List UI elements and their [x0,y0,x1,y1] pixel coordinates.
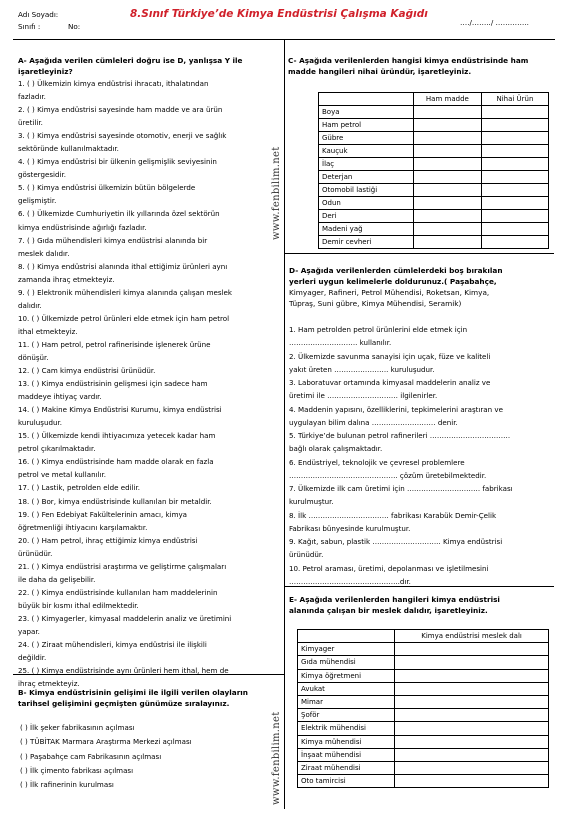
profession-table [297,629,549,788]
statement-line: ile daha da gelişebilir. [18,574,96,584]
statement-line: kuruluşudur. [18,418,62,428]
row-label: Otomobil lastiği [319,184,414,197]
section-d-title-line: yerleri uygun kelimelerle doldurunuz.( Paşabahçe, [289,277,497,286]
event-item: ( ) TÜBİTAK Marmara Araştırma Merkezi açılması [20,737,192,747]
statement-line: 10. ( ) Ülkemizde petrol ürünleri elde etmek için ham petrol [18,313,230,323]
statement-line: maddeye ihtiyaç vardır. [18,392,102,402]
statement-line: 4. ( ) Kimya endüstrisi bir ülkenin gelişmişlik seviyesinin [18,157,217,167]
table-row [298,761,549,774]
statement-line: kimya endüstrisinde ağırlığı fazladır. [18,222,147,232]
sentence-line: 1. Ham petrolden petrol ürünlerini elde etmek için [289,325,468,334]
section-a-title-line: işaretleyiniz? [18,67,73,76]
answer-cell[interactable] [395,709,549,722]
section-a [18,55,280,690]
table-row [298,709,549,722]
answer-cell[interactable] [395,735,549,748]
answer-cell[interactable] [413,197,481,210]
answer-cell[interactable] [481,184,548,197]
row-label: Demir cevheri [319,236,414,249]
sentence-line: 6. Endüstriyel, teknolojik ve çevresel problemlere [289,457,465,467]
answer-cell[interactable] [413,158,481,171]
page-title: 8.Sınıf Türkiye’de Kimya Endüstrisi Çalışma Kağıdı [130,8,428,20]
statement-line: 19. ( ) Fen Edebiyat Fakültelerinin amacı, kimya [18,509,188,519]
statement-line: petrol çıkarılmaktadır. [18,444,96,454]
section-b-title-line: tarihsel gelişimini geçmişten günümüze sıralayınız. [18,699,230,708]
statement-line: 17. ( ) Lastik, petrolden elde edilir. [18,483,141,493]
statement-line: ithal etmekteyiz. [18,326,78,336]
statement-line: 14. ( ) Makine Kimya Endüstrisi Kurumu, kimya endüstrisi [18,405,222,415]
no-label: No: [68,22,81,31]
statement-line: 22. ( ) Kimya endüstrisinde kullanılan ham maddelerinin [18,587,218,597]
answer-cell[interactable] [481,145,548,158]
sentence-line: 4. Maddenin yapısını, özelliklerini, tepkimelerini araştıran ve [289,404,503,414]
table-row [319,197,549,210]
section-e [289,594,551,616]
answer-cell[interactable] [481,171,548,184]
column-divider [284,39,285,809]
statement-line: 18. ( ) Bor, kimya endüstrisinde kullanılan bir metaldir. [18,496,212,506]
name-label: Adı Soyadı: [18,10,59,19]
statement-line: 8. ( ) Kimya endüstrisi alanında ithal ettiğimiz ürünleri aynı [18,261,228,271]
section-d-title-line: Kimyager, Rafineri, Petrol Mühendisi, Roketsan, Kimya, [289,288,490,297]
answer-cell[interactable] [413,106,481,119]
row-label: Kimya mühendisi [298,735,395,748]
statement-line: sektöründe kullanılmaktadır. [18,144,119,154]
table-row [319,223,549,236]
section-c-title-line: C- Aşağıda verilenlerden hangisi kimya endüstrisinde ham [288,56,529,65]
answer-cell[interactable] [413,119,481,132]
answer-cell[interactable] [413,184,481,197]
statement-line: 13. ( ) Kimya endüstrisinin gelişmesi için sadece ham [18,379,208,389]
statement-line: 15. ( ) Ülkemizde kendi ihtiyacımıza yetecek kadar ham [18,431,216,441]
table-row [298,775,549,788]
statement-line: 25. ( ) Kimya endüstrisinde aynı ürünleri hem ithal, hem de [18,666,229,676]
sentence-line: 3. Laboratuvar ortamında kimyasal maddelerin analiz ve [289,378,491,387]
sentence-line: ……………………….. kullanılır. [289,338,392,348]
statement-line: ürünüdür. [18,548,53,558]
answer-cell[interactable] [413,171,481,184]
event-item: ( ) İlk çimento fabrikası açılması [20,765,134,775]
sentence-line: ………………………………………. çözüm üretebilmektedir. [289,470,487,480]
answer-cell[interactable] [395,775,549,788]
row-label: Avukat [298,682,395,695]
sentence-line: 10. Petrol araması, üretimi, depolanması ve işletilmesini [289,563,489,573]
statement-line: fazladır. [18,92,46,102]
table-row [298,669,549,682]
section-c-title [288,55,550,77]
row-label: Gıda mühendisi [298,656,395,669]
table-header-cell [298,630,395,643]
statement-line: 24. ( ) Ziraat mühendisleri, kimya endüstrisi ile ilişkili [18,640,207,650]
row-label: Boya [319,106,414,119]
watermark-top: www.fenbilim.net [271,146,282,240]
answer-cell[interactable] [413,210,481,223]
sentence-line: ürünüdür. [289,550,324,560]
section-e-title-line: E- Aşağıda verilenlerden hangileri kimya endüstrisi [289,595,500,604]
section-b [18,687,280,792]
section-b-events [18,721,280,792]
table-header-cell: Nihai Ürün [481,93,548,106]
table-row [319,236,549,249]
statement-line: 6. ( ) Ülkemizde Cumhuriyetin ilk yıllarında özel sektörün [18,209,220,219]
answer-cell[interactable] [481,210,548,223]
row-label: Odun [319,197,414,210]
answer-cell[interactable] [395,761,549,774]
statement-line: 20. ( ) Ham petrol, ihraç ettiğimiz kimya endüstrisi [18,535,198,545]
section-d-title-line: D- Aşağıda verilenlerden cümlelerdeki boş bırakılan [289,266,503,275]
table-row [319,210,549,223]
statement-line: gelişmiştir. [18,196,57,206]
section-b-title-line: B- Kimya endüstrisinin gelişimi ile ilgili verilen olayların [18,688,248,697]
row-label: İnşaat mühendisi [298,748,395,761]
sentence-line: bağlı olarak çalışmaktadır. [289,444,383,454]
row-label: Kimya öğretmeni [298,669,395,682]
table-header-cell: Kimya endüstrisi meslek dalı [395,630,549,643]
answer-cell[interactable] [395,656,549,669]
statement-line: 1. ( ) Ülkemizin kimya endüstrisi ihracatı, ithalatından [18,79,209,88]
sentence-line: 7. Ülkemizde ilk cam üretimi için …………………………. fabrikası [289,484,513,493]
event-item: ( ) İlk rafinerinin kurulması [20,780,114,790]
answer-cell[interactable] [481,132,548,145]
section-c [288,55,550,77]
statement-line: 21. ( ) Kimya endüstrisi araştırma ve geliştirme çalışmaları [18,561,227,571]
sentence-line: 5. Türkiye’de bulunan petrol rafinerileri ……………………………. [289,431,511,440]
row-label: Deterjan [319,171,414,184]
statement-line: göstergesidir. [18,170,67,180]
event-item: ( ) İlk şeker fabrikasının açılması [20,723,135,732]
answer-cell[interactable] [395,682,549,695]
class-label: Sınıfı : [18,22,41,31]
sentence-line: 8. İlk ……………………………. fabrikası Karabük Demir-Çelik [289,510,497,520]
table-row [298,722,549,735]
row-label: Oto tamircisi [298,775,395,788]
table-row [319,145,549,158]
sentence-line: üretimi ile ………………………… ilgilenirler. [289,391,438,401]
section-e-title-line: alanında çalışan bir meslek dalıdır, işaretleyiniz. [289,606,488,615]
sentence-line: 9. Kağıt, sabun, plastik ……………………….. Kimya endüstrisi [289,537,503,546]
sentence-line: kurulmuştur. [289,497,334,507]
row-label: Kimyager [298,643,395,656]
statement-line: yapar. [18,626,40,636]
date-field: …./……../ ………….. [460,18,529,27]
section-b-title [18,687,280,709]
answer-cell[interactable] [481,236,548,249]
answer-cell[interactable] [395,643,549,656]
sentence-line: ………………………………………..dır. [289,576,411,586]
event-item: ( ) Paşabahçe cam Fabrikasının açılması [20,751,162,761]
statement-line: ihraç etmekteyiz. [18,679,80,689]
table-row [298,682,549,695]
statement-line: 9. ( ) Elektronik mühendisleri kimya alanında çalışan meslek [18,287,233,297]
sentence-line: yakıt üreten ………………….. kuruluşudur. [289,364,435,374]
section-d [289,265,551,588]
watermark-bottom: www.fenbilim.net [271,711,282,805]
row-label: Ziraat mühendisi [298,761,395,774]
table-header-cell [319,93,414,106]
statement-line: 3. ( ) Kimya endüstrisi sayesinde otomotiv, enerji ve sağlık [18,131,227,141]
statement-line: 11. ( ) Ham petrol, petrol rafinerisinde işlenerek ürüne [18,339,211,349]
row-label: Mimar [298,695,395,708]
answer-cell[interactable] [395,669,549,682]
row-label: Şoför [298,709,395,722]
statement-line: 2. ( ) Kimya endüstrisi sayesinde ham madde ve ara ürün [18,105,223,115]
statement-line: zamanda ihraç etmekteyiz. [18,274,115,284]
table-row [319,106,549,119]
section-e-title [289,594,551,616]
table-row [298,748,549,761]
row-label: Deri [319,210,414,223]
answer-cell[interactable] [481,158,548,171]
statement-line: öğretmenliği ihtiyacını karşılamaktır. [18,522,148,532]
sentence-line: uygulayan bilim dalına ……………………… denir. [289,417,458,427]
statement-line: üretilir. [18,118,43,128]
row-label: Madeni yağ [319,223,414,236]
table-row [298,656,549,669]
statement-line: 12. ( ) Cam kimya endüstrisi ürünüdür. [18,366,156,376]
row-label: Ham petrol [319,119,414,132]
section-c-title-line: madde hangileri nihai üründür, işaretleyiniz. [288,67,472,76]
table-row [319,119,549,132]
table-row [298,695,549,708]
answer-cell[interactable] [413,236,481,249]
table-header-cell: Ham madde [413,93,481,106]
table-row [319,184,549,197]
statement-line: büyük bir kısmı ithal edilmektedir. [18,600,139,610]
row-label: İlaç [319,158,414,171]
row-label: Gübre [319,132,414,145]
answer-cell[interactable] [481,119,548,132]
row-label: Kauçuk [319,145,414,158]
statement-line: 5. ( ) Kimya endüstrisi ülkemizin bütün bölgelerde [18,183,196,193]
answer-cell[interactable] [481,197,548,210]
statement-line: meslek dalıdır. [18,248,70,258]
table-row [298,735,549,748]
answer-cell[interactable] [395,695,549,708]
answer-cell[interactable] [395,748,549,761]
sentence-line: 2. Ülkemizde savunma sanayisi için uçak, füze ve kaliteli [289,351,491,361]
statement-line: petrol ve metal kullanılır. [18,470,107,480]
divider-c-d [284,253,554,254]
answer-cell[interactable] [395,722,549,735]
section-d-title [289,265,551,309]
statement-line: 7. ( ) Gıda mühendisleri kimya endüstrisi alanında bir [18,235,208,245]
statement-line: dönüşür. [18,352,49,362]
table-row [298,643,549,656]
answer-cell[interactable] [413,223,481,236]
answer-cell[interactable] [413,145,481,158]
answer-cell[interactable] [481,223,548,236]
statement-line: 16. ( ) Kimya endüstrisinde ham madde olarak en fazla [18,457,214,467]
statement-line: 23. ( ) Kimyagerler, kimyasal maddelerin analiz ve üretimini [18,613,232,623]
sentence-line: Fabrikası bünyesinde kurulmuştur. [289,523,411,533]
statement-line: dalıdır. [18,300,42,310]
section-a-title-line: A- Aşağıda verilen cümleleri doğru ise D, yanlışsa Y ile [18,56,243,65]
statement-line: değildir. [18,653,47,663]
row-label: Elektrik mühendisi [298,722,395,735]
answer-cell[interactable] [413,132,481,145]
section-a-title [18,55,280,77]
answer-cell[interactable] [481,106,548,119]
table-row [319,158,549,171]
table-row [319,171,549,184]
section-d-title-line: Tüpraş, Suni gübre, Kimya Mühendisi, Seramik) [289,299,462,308]
raw-material-table [318,92,549,249]
table-row [319,132,549,145]
section-a-statements [18,77,280,690]
section-d-sentences [289,323,551,588]
